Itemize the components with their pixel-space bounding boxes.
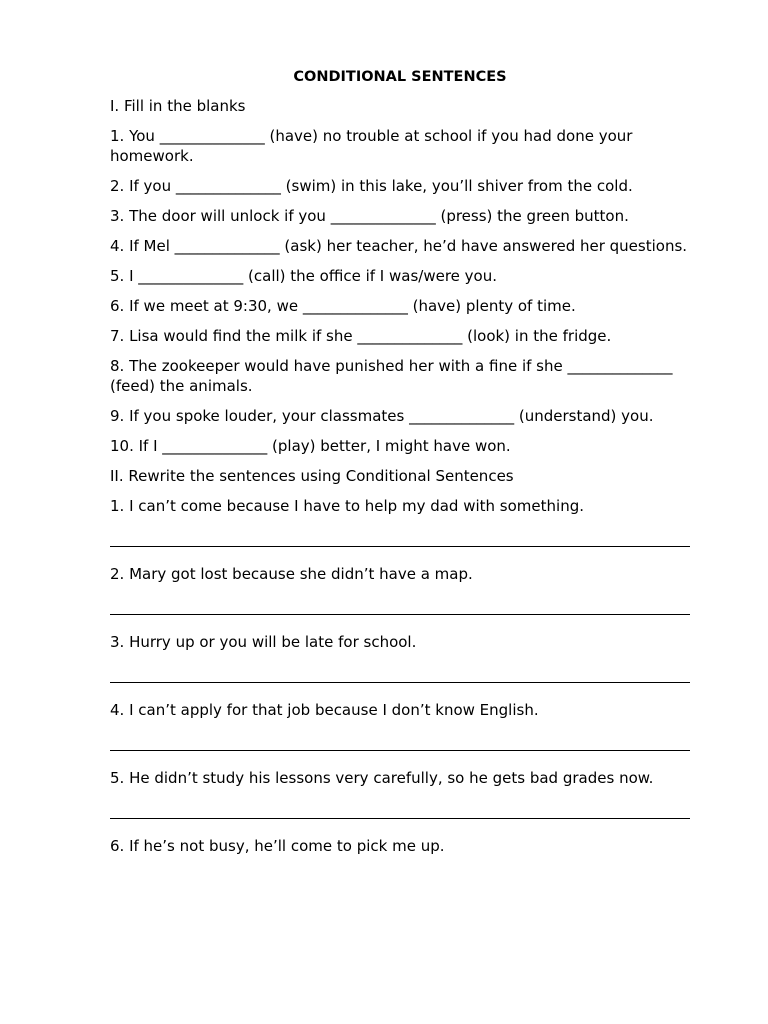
- part1-item-8: 8. The zookeeper would have punished her with a fine if she ______________ (feed) the animals.: [110, 357, 678, 395]
- answer-line-4[interactable]: [110, 730, 690, 751]
- part2-item-3: 3. Hurry up or you will be late for school.: [110, 633, 417, 651]
- answer-line-5[interactable]: [110, 798, 690, 819]
- answer-line-1[interactable]: [110, 526, 690, 547]
- part2-item-6: 6. If he’s not busy, he’ll come to pick me up.: [110, 837, 445, 855]
- part1-item-1: 1. You ______________ (have) no trouble at school if you had done your homework.: [110, 127, 638, 165]
- part1-item-9: 9. If you spoke louder, your classmates ______________ (understand) you.: [110, 407, 654, 425]
- answer-line-2[interactable]: [110, 594, 690, 615]
- part2-item-4: 4. I can’t apply for that job because I don’t know English.: [110, 701, 539, 719]
- part2-item-5: 5. He didn’t study his lessons very carefully, so he gets bad grades now.: [110, 769, 654, 787]
- part2-item-1: 1. I can’t come because I have to help my dad with something.: [110, 497, 584, 515]
- part1-heading: I. Fill in the blanks: [110, 97, 246, 115]
- part1-item-10: 10. If I ______________ (play) better, I might have won.: [110, 437, 511, 455]
- worksheet-title: CONDITIONAL SENTENCES: [293, 69, 507, 85]
- part1-item-7: 7. Lisa would find the milk if she ______________ (look) in the fridge.: [110, 327, 612, 345]
- part1-item-6: 6. If we meet at 9:30, we ______________ (have) plenty of time.: [110, 297, 576, 315]
- answer-line-3[interactable]: [110, 662, 690, 683]
- part1-item-4: 4. If Mel ______________ (ask) her teacher, he’d have answered her questions.: [110, 237, 688, 255]
- part2-heading: II. Rewrite the sentences using Conditional Sentences: [110, 467, 514, 485]
- worksheet-page: [110, 68, 690, 866]
- part1-item-5: 5. I ______________ (call) the office if I was/were you.: [110, 267, 497, 285]
- part2-item-2: 2. Mary got lost because she didn’t have a map.: [110, 565, 473, 583]
- part1-item-3: 3. The door will unlock if you ______________ (press) the green button.: [110, 207, 629, 225]
- part1-item-2: 2. If you ______________ (swim) in this lake, you’ll shiver from the cold.: [110, 177, 633, 195]
